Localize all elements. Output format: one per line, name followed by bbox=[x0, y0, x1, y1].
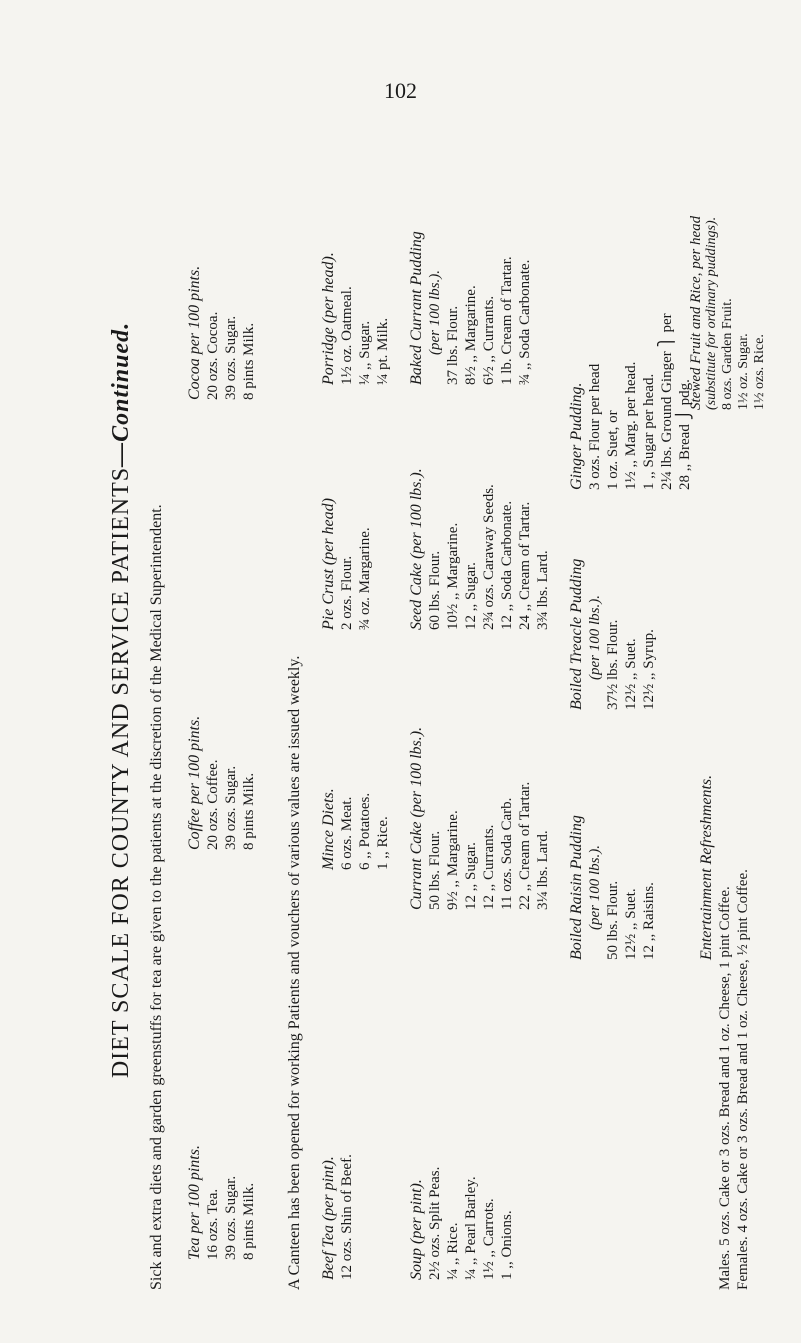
pie-crust-heading: Pie Crust (per head) bbox=[320, 498, 337, 630]
beef-tea-heading: Beef Tea (per pint). bbox=[320, 1156, 337, 1280]
seed-cake-row: 60 lbs. Flour. bbox=[427, 550, 443, 630]
raisin-pudding-block bbox=[568, 815, 658, 960]
porridge-row: ¼ ,, Sugar. bbox=[357, 320, 373, 385]
currant-cake-row: 22 ,, Cream of Tartar. bbox=[517, 781, 533, 910]
soup-row: ¼ ,, Pearl Barley. bbox=[463, 1176, 479, 1280]
treacle-pudding-block bbox=[568, 559, 658, 710]
porridge-row: 1½ oz. Oatmeal. bbox=[339, 286, 355, 385]
cocoa-row: 8 pints Milk. bbox=[241, 322, 257, 400]
porridge-block bbox=[320, 252, 392, 385]
porridge-row: ¼ pt. Milk. bbox=[375, 317, 391, 385]
stewed-fruit-heading: Stewed Fruit and Rice, per head bbox=[688, 215, 704, 410]
stewed-fruit-block bbox=[688, 216, 768, 410]
raisin-pudding-sub: (per 100 lbs.). bbox=[587, 845, 603, 930]
baked-currant-sub: (per 100 lbs.). bbox=[427, 270, 443, 355]
seed-cake-row: 3¾ lbs. Lard. bbox=[535, 550, 551, 630]
porridge-heading: Porridge (per head). bbox=[320, 252, 337, 385]
coffee-row: 8 pints Milk. bbox=[241, 772, 257, 850]
baked-currant-row: 37 lbs. Flour. bbox=[445, 305, 461, 385]
ginger-pudding-row: 1 oz. Suet, or bbox=[605, 410, 621, 490]
treacle-pudding-row: 37½ lbs. Flour. bbox=[605, 619, 621, 710]
stewed-fruit-row: 8 ozs. Garden Fruit. bbox=[720, 298, 735, 410]
soup-row: 1½ ,, Carrots. bbox=[481, 1198, 497, 1280]
coffee-heading: Coffee per 100 pints. bbox=[186, 715, 203, 850]
tea-row: 8 pints Milk. bbox=[241, 1182, 257, 1260]
mince-row: 6 ,, Potatoes. bbox=[357, 792, 373, 870]
raisin-pudding-row: 50 lbs. Flour. bbox=[605, 880, 621, 960]
currant-cake-row: 9½ ,, Margarine. bbox=[445, 810, 461, 910]
currant-cake-row: 3¼ lbs. Lard. bbox=[535, 830, 551, 910]
canteen-line: A Canteen has been opened for working Patients and vouchers of various values are issued weekly. bbox=[286, 655, 303, 1290]
raisin-pudding-row: 12½ ,, Suet. bbox=[623, 888, 639, 960]
seed-cake-row: 10½ ,, Margarine. bbox=[445, 522, 461, 630]
entertainment-heading: Entertainment Refreshments. bbox=[698, 774, 715, 960]
coffee-row: 39 ozs. Sugar. bbox=[223, 765, 239, 850]
treacle-pudding-row: 12½ ,, Suet. bbox=[623, 638, 639, 710]
soup-row: 1 ,, Onions. bbox=[499, 1210, 515, 1280]
currant-cake-row: 12 ,, Currants. bbox=[481, 824, 497, 910]
entertainment-males: Males. 5 ozs. Cake or 3 ozs. Bread and 1 oz. Cheese, 1 pint Coffee. bbox=[717, 886, 733, 1290]
beef-tea-row: 12 ozs. Shin of Beef. bbox=[339, 1154, 355, 1280]
baked-currant-row: 1 lb. Cream of Tartar. bbox=[499, 256, 515, 385]
tea-block bbox=[186, 1145, 258, 1260]
ginger-pudding-row: 2¼ lbs. Ground Ginger ⎫ per bbox=[659, 313, 675, 490]
coffee-block bbox=[186, 716, 258, 850]
ginger-pudding-heading: Ginger Pudding. bbox=[568, 382, 585, 490]
cocoa-row: 20 ozs. Cocoa. bbox=[205, 311, 221, 400]
treacle-pudding-row: 12½ ,, Syrup. bbox=[641, 629, 657, 710]
currant-cake-block bbox=[408, 727, 552, 910]
seed-cake-row: 24 ,, Cream of Tartar. bbox=[517, 501, 533, 630]
currant-cake-heading: Currant Cake (per 100 lbs.). bbox=[408, 726, 425, 910]
soup-row: ¼ ,, Rice. bbox=[445, 1222, 461, 1280]
currant-cake-row: 11 ozs. Soda Carb. bbox=[499, 797, 515, 910]
stewed-fruit-row: 1½ ozs. Rice. bbox=[752, 334, 767, 410]
title-suffix: —Continued. bbox=[108, 321, 134, 467]
page-number: 102 bbox=[384, 78, 417, 103]
ginger-pudding-row: 1 ,, Sugar per head. bbox=[641, 373, 657, 490]
tea-heading: Tea per 100 pints. bbox=[186, 1145, 203, 1260]
intro-line: Sick and extra diets and garden greenstuffs for tea are given to the patients at the discretion of the Medical Superintendent. bbox=[148, 504, 165, 1290]
ginger-pudding-row: 3 ozs. Flour per head bbox=[587, 363, 603, 490]
seed-cake-heading: Seed Cake (per 100 lbs.). bbox=[408, 468, 425, 630]
cocoa-row: 39 ozs. Sugar. bbox=[223, 315, 239, 400]
stewed-fruit-sub: (substitute for ordinary puddings). bbox=[704, 216, 719, 410]
entertainment-block bbox=[698, 775, 752, 1290]
seed-cake-block bbox=[408, 468, 552, 630]
cocoa-block bbox=[186, 266, 258, 400]
seed-cake-row: 12 ,, Sugar. bbox=[463, 562, 479, 630]
baked-currant-heading: Baked Currant Pudding bbox=[408, 231, 425, 385]
treacle-pudding-sub: (per 100 lbs.). bbox=[587, 595, 603, 680]
stewed-fruit-row: 1½ oz. Sugar. bbox=[736, 333, 751, 410]
page-title bbox=[108, 110, 135, 1290]
pie-crust-row: 2 ozs. Flour. bbox=[339, 555, 355, 630]
tea-row: 39 ozs. Sugar. bbox=[223, 1175, 239, 1260]
seed-cake-row: 12 ,, Soda Carbonate. bbox=[499, 500, 515, 630]
baked-currant-block bbox=[408, 231, 534, 385]
mince-heading: Mince Diets. bbox=[320, 788, 337, 870]
baked-currant-row: 8½ ,, Margarine. bbox=[463, 285, 479, 385]
entertainment-females: Females. 4 ozs. Cake or 3 ozs. Bread and 1 oz. Cheese, ½ pint Coffee. bbox=[735, 869, 751, 1290]
baked-currant-row: ¾ ,, Soda Carbonate. bbox=[517, 259, 533, 385]
ginger-pudding-block bbox=[568, 313, 694, 490]
beef-tea-block bbox=[320, 1154, 356, 1280]
raisin-pudding-row: 12 ,, Raisins. bbox=[641, 882, 657, 960]
cocoa-heading: Cocoa per 100 pints. bbox=[186, 265, 203, 400]
tea-row: 16 ozs. Tea. bbox=[205, 1188, 221, 1260]
title-text: DIET SCALE FOR COUNTY AND SERVICE PATIENTS bbox=[108, 466, 134, 1079]
mince-row: 1 ,, Rice. bbox=[375, 816, 391, 870]
currant-cake-row: 12 ,, Sugar. bbox=[463, 842, 479, 910]
soup-row: 2½ ozs. Split Peas. bbox=[427, 1166, 443, 1280]
soup-heading: Soup (per pint). bbox=[408, 1179, 425, 1280]
raisin-pudding-heading: Boiled Raisin Pudding bbox=[568, 815, 585, 960]
seed-cake-row: 2¾ ozs. Caraway Seeds. bbox=[481, 484, 497, 630]
mince-row: 6 ozs. Meat. bbox=[339, 796, 355, 870]
baked-currant-row: 6½ ,, Currants. bbox=[481, 295, 497, 385]
soup-block bbox=[408, 1167, 516, 1280]
coffee-row: 20 ozs. Coffee. bbox=[205, 759, 221, 850]
ginger-pudding-row: 1½ ,, Marg. per head. bbox=[623, 361, 639, 490]
rotated-content bbox=[108, 110, 767, 1290]
mince-block bbox=[320, 788, 392, 870]
pie-crust-row: ¾ oz. Margarine. bbox=[357, 527, 373, 630]
treacle-pudding-heading: Boiled Treacle Pudding bbox=[568, 558, 585, 710]
ginger-pudding-row: 28 ,, Bread ⎭ pdg. bbox=[677, 379, 693, 490]
currant-cake-row: 50 lbs. Flour. bbox=[427, 830, 443, 910]
pie-crust-block bbox=[320, 498, 374, 630]
